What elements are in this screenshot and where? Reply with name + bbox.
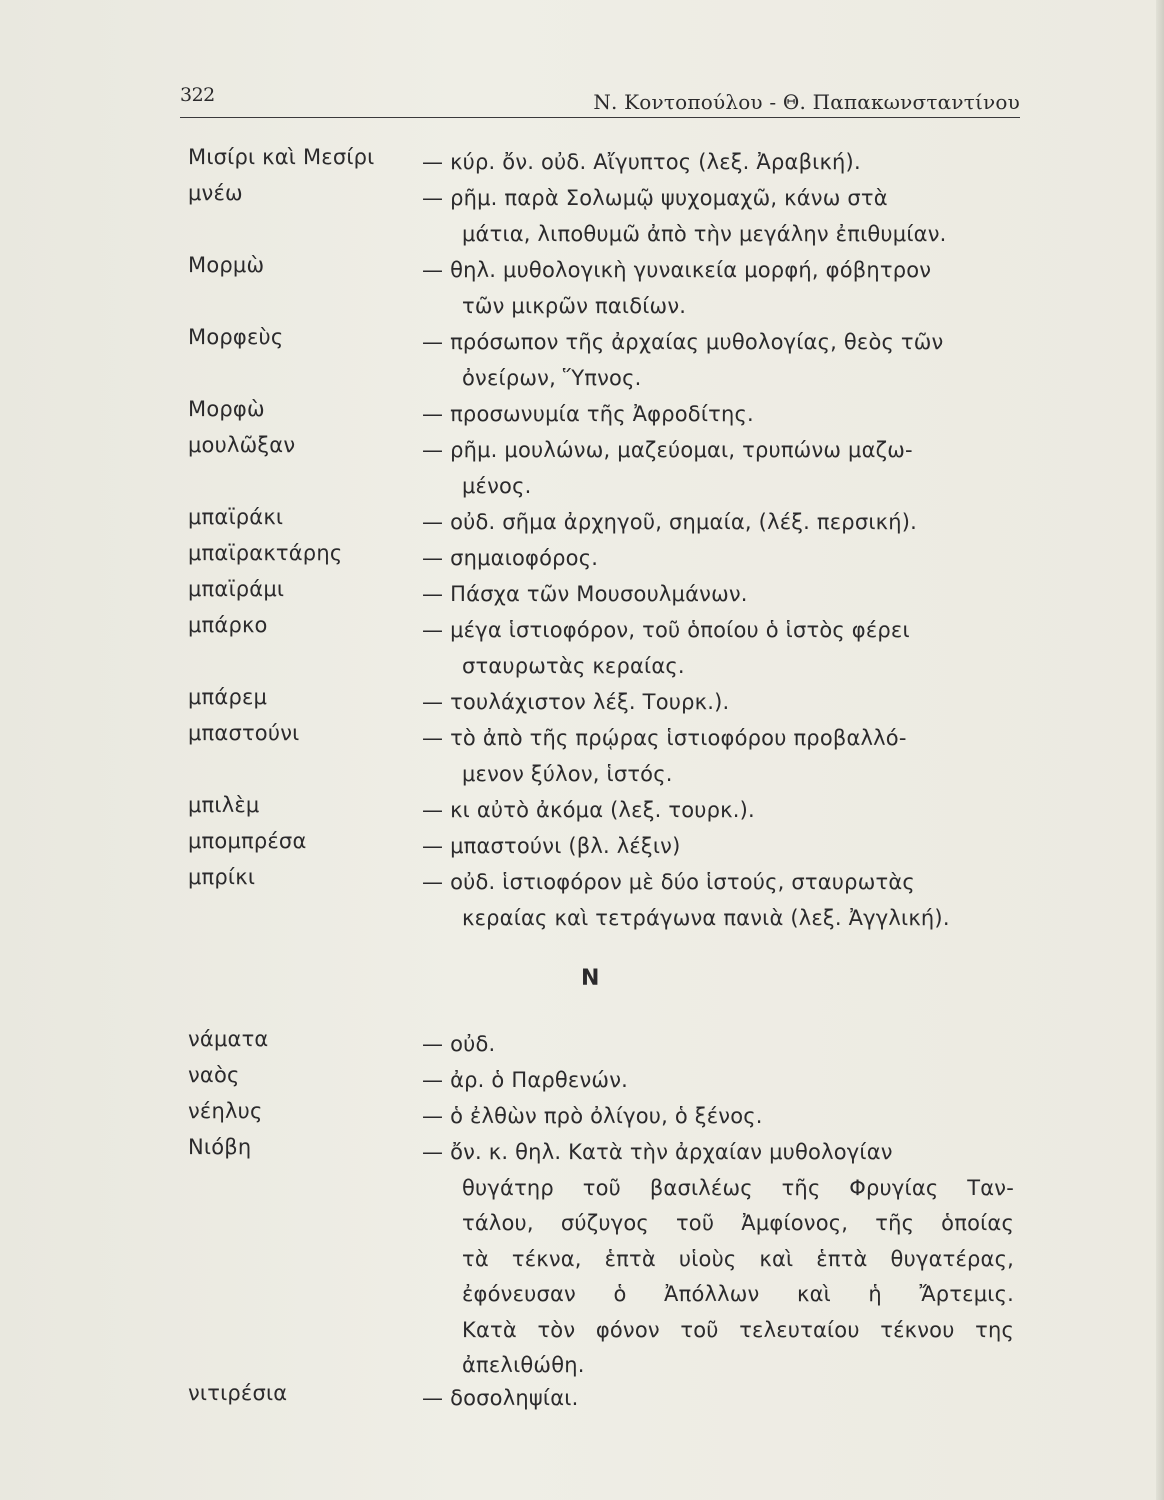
definition-line: — μπαστούνι (βλ. λέξιν) (422, 834, 681, 858)
entry-term: μπαϊρακτάρης (188, 541, 343, 565)
running-head: Ν. Κοντοπούλου - Θ. Παπακωνσταντίνου (593, 90, 1020, 114)
entry-term: Νιόβη (188, 1135, 252, 1159)
definition-line: — ρῆμ. μουλώνω, μαζεύομαι, τρυπώνω μαζω- (422, 438, 913, 462)
definition-line: — σημαιοφόρος. (422, 546, 599, 570)
entry-term: Μορφὼ (188, 397, 265, 421)
definition-line: τάλου, σύζυγος τοῦ Ἀμφίονος, τῆς ὁποίας (462, 1211, 1014, 1235)
page-header (180, 84, 1020, 120)
entry-definition (422, 1099, 1014, 1135)
entry-definition (422, 1135, 1014, 1384)
entry-definition (422, 181, 1014, 252)
definition-line: — κι αὐτὸ ἀκόμα (λεξ. τουρκ.). (422, 798, 755, 822)
entry-definition (422, 1063, 1014, 1099)
definition-line: — οὐδ. σῆμα ἀρχηγοῦ, σημαία, (λέξ. περσική). (422, 510, 918, 534)
definition-line: — ὄν. κ. θηλ. Κατὰ τὴν ἀρχαίαν μυθολογίαν (422, 1140, 893, 1164)
section-letter: Ν (581, 966, 601, 991)
definition-line: — τουλάχιστον λέξ. Τουρκ.). (422, 690, 730, 714)
entry-term: Μορφεὺς (188, 325, 284, 349)
definition-line: ἐφόνευσαν ὁ Ἀπόλλων καὶ ἡ Ἄρτεμις. (462, 1282, 1014, 1306)
definition-line: μάτια, λιποθυμῶ ἀπὸ τὴν μεγάλην ἐπιθυμίαν. (462, 221, 947, 246)
entry-term: μπομπρέσα (188, 829, 307, 853)
entry-term: μπαϊράμι (188, 577, 285, 601)
entry-definition (422, 721, 1014, 792)
header-rule (180, 117, 1020, 118)
definition-line: — προσωνυμία τῆς Ἀφροδίτης. (422, 402, 754, 426)
entry-term: μπαϊράκι (188, 505, 284, 529)
entry-term: μπάρκο (188, 613, 268, 637)
entry-definition (422, 433, 1014, 504)
page-edge (1156, 0, 1164, 1500)
definition-line: σταυρωτὰς κεραίας. (462, 653, 685, 678)
entry-term: μπρίκι (188, 865, 256, 889)
entry-definition (422, 145, 1014, 181)
definition-line: — οὐδ. ἱστιοφόρον μὲ δύο ἱστούς, σταυρωτὰς (422, 870, 915, 894)
entry-term: νιτιρέσια (188, 1381, 288, 1405)
definition-line: — Πάσχα τῶν Μουσουλμάνων. (422, 582, 748, 606)
definition-line: θυγάτηρ τοῦ βασιλέως τῆς Φρυγίας Ταν- (462, 1175, 1014, 1200)
definition-line: τῶν μικρῶν παιδίων. (462, 293, 687, 318)
entry-term: Μορμὼ (188, 253, 265, 277)
entry-definition (422, 829, 1014, 865)
entry-term: μουλῶξαν (188, 433, 296, 457)
definition-line: κεραίας καὶ τετράγωνα πανιὰ (λεξ. Ἀγγλική). (462, 905, 950, 930)
definition-line: — πρόσωπον τῆς ἀρχαίας μυθολογίας, θεὸς τῶν (422, 330, 944, 354)
definition-line: — θηλ. μυθολογικὴ γυναικεία μορφή, φόβητρον (422, 258, 932, 282)
entry-definition (422, 541, 1014, 577)
definition-line: μενον ξύλον, ἱστός. (462, 761, 673, 786)
definition-line: — δοσοληψίαι. (422, 1386, 579, 1410)
entry-term: μπαστούνι (188, 721, 300, 745)
definition-line: — τὸ ἀπὸ τῆς πρῴρας ἱστιοφόρου προβαλλό- (422, 726, 907, 750)
entry-definition (422, 253, 1014, 324)
entry-definition (422, 865, 1014, 936)
definition-line: Κατὰ τὸν φόνον τοῦ τελευταίου τέκνου της (462, 1317, 1014, 1342)
entry-definition (422, 793, 1014, 829)
entry-definition (422, 397, 1014, 433)
entry-term: μπιλὲμ (188, 793, 260, 817)
definition-line: — ἀρ. ὁ Παρθενών. (422, 1068, 629, 1092)
entry-term: μπάρεμ (188, 685, 268, 709)
entry-term: νέηλυς (188, 1099, 263, 1123)
definition-line: — κύρ. ὄν. οὐδ. Αἴγυπτος (λεξ. Ἀραβική). (422, 150, 861, 174)
entry-definition (422, 505, 1014, 541)
entry-term: νάματα (188, 1027, 269, 1051)
definition-line: ἀπελιθώθη. (462, 1353, 585, 1377)
entry-definition (422, 1027, 1014, 1063)
definition-line: ὀνείρων, Ὕπνος. (462, 365, 642, 390)
definition-line: μένος. (462, 473, 532, 498)
page-number: 322 (180, 84, 215, 106)
entry-term: ναὸς (188, 1063, 240, 1087)
entry-definition (422, 325, 1014, 396)
entry-definition (422, 685, 1014, 721)
entry-term: μνέω (188, 181, 243, 205)
definition-line: — ρῆμ. παρὰ Σολωμῷ ψυχομαχῶ, κάνω στὰ (422, 186, 888, 210)
definition-line: τὰ τέκνα, ἑπτὰ υἱοὺς καὶ ἑπτὰ θυγατέρας, (462, 1246, 1014, 1271)
definition-line: — οὐδ. (422, 1032, 496, 1056)
entry-definition (422, 1381, 1014, 1417)
definition-line: — ὁ ἐλθὼν πρὸ ὀλίγου, ὁ ξένος. (422, 1104, 763, 1128)
entry-term: Μισίρι καὶ Μεσίρι (188, 145, 375, 169)
definition-line: — μέγα ἱστιοφόρον, τοῦ ὁποίου ὁ ἱστὸς φέρει (422, 618, 910, 642)
entry-definition (422, 577, 1014, 613)
entry-definition (422, 613, 1014, 684)
